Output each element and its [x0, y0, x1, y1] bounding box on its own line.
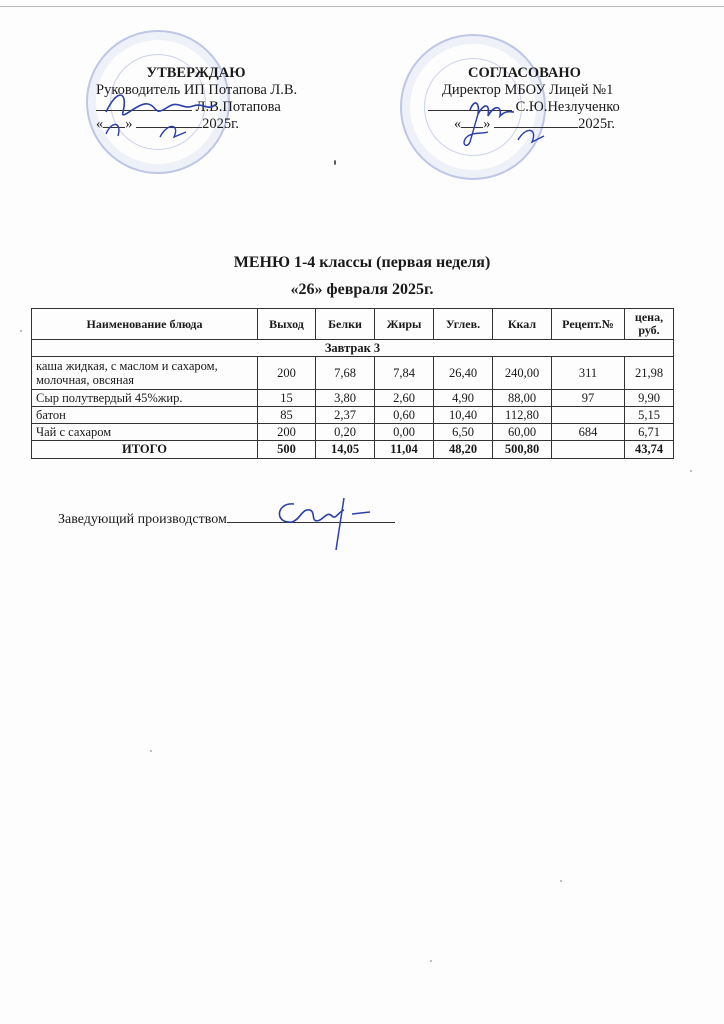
header-kcal: Ккал: [493, 309, 552, 340]
cell-kcal: 112,80: [493, 407, 552, 424]
total-fat: 11,04: [375, 441, 434, 459]
scan-speck: [150, 750, 152, 752]
header-dish-name: Наименование блюда: [32, 309, 258, 340]
signature-right: [440, 92, 560, 152]
dish-name: Сыр полутвердый 45%жир.: [32, 390, 258, 407]
dish-name: Чай с сахаром: [32, 424, 258, 441]
scan-speck: [430, 960, 432, 962]
scan-speck: [690, 470, 692, 472]
cell-fat: 0,60: [375, 407, 434, 424]
header-fat: Жиры: [375, 309, 434, 340]
cell-price: 6,71: [625, 424, 674, 441]
header-carbs: Углев.: [434, 309, 493, 340]
approval-signer: Л.В.Потапова: [195, 99, 281, 115]
cell-protein: 2,37: [316, 407, 375, 424]
cell-price: 21,98: [625, 357, 674, 390]
cell-kcal: 88,00: [493, 390, 552, 407]
production-manager-label: Заведующий производством: [58, 512, 227, 527]
section-row: [32, 340, 674, 357]
signature-left: [98, 82, 228, 142]
cell-carbs: 4,90: [434, 390, 493, 407]
total-carbs: 48,20: [434, 441, 493, 459]
cell-carbs: 26,40: [434, 357, 493, 390]
scan-speck: [560, 880, 562, 882]
header-output: Выход: [258, 309, 316, 340]
dish-name: каша жидкая, с маслом и сахаром, молочная, овсяная: [32, 357, 258, 390]
header-price: цена, руб.: [625, 309, 674, 340]
scan-speck: [334, 160, 336, 165]
cell-recipe: 311: [552, 357, 625, 390]
total-output: 500: [258, 441, 316, 459]
cell-carbs: 6,50: [434, 424, 493, 441]
total-protein: 14,05: [316, 441, 375, 459]
cell-fat: 7,84: [375, 357, 434, 390]
total-label: ИТОГО: [32, 441, 258, 459]
cell-output: 200: [258, 357, 316, 390]
approval-year: 2025г.: [578, 116, 616, 132]
cell-output: 85: [258, 407, 316, 424]
cell-carbs: 10,40: [434, 407, 493, 424]
approval-date-line: « » 2025г.: [454, 116, 616, 132]
cell-kcal: 240,00: [493, 357, 552, 390]
approval-signer: С.Ю.Незлученко: [515, 99, 620, 115]
cell-fat: 2,60: [375, 390, 434, 407]
menu-date: «26» февраля 2025г.: [290, 281, 434, 298]
total-kcal: 500,80: [493, 441, 552, 459]
menu-table: [31, 308, 674, 459]
header-protein: Белки: [316, 309, 375, 340]
cell-price: 9,90: [625, 390, 674, 407]
table-row: [32, 407, 674, 424]
approval-date-line: « » 2025г.: [96, 116, 240, 132]
header-recipe: Рецепт.№: [552, 309, 625, 340]
cell-output: 15: [258, 390, 316, 407]
cell-price: 5,15: [625, 407, 674, 424]
cell-protein: 3,80: [316, 390, 375, 407]
cell-protein: 0,20: [316, 424, 375, 441]
total-price: 43,74: [625, 441, 674, 459]
approval-year: 2025г.: [202, 116, 240, 132]
approval-heading: УТВЕРЖДАЮ: [146, 65, 246, 81]
cell-protein: 7,68: [316, 357, 375, 390]
approval-heading: СОГЛАСОВАНО: [468, 65, 581, 81]
table-row: [32, 390, 674, 407]
signature-production-manager: [266, 494, 386, 554]
dish-name: батон: [32, 407, 258, 424]
cell-recipe: 684: [552, 424, 625, 441]
cell-kcal: 60,00: [493, 424, 552, 441]
approval-position: Директор МБОУ Лицей №1: [442, 82, 614, 98]
cell-recipe: [552, 407, 625, 424]
cell-output: 200: [258, 424, 316, 441]
table-row: [32, 424, 674, 441]
scan-speck: [20, 330, 22, 332]
page-title: МЕНЮ 1-4 классы (первая неделя): [233, 254, 491, 271]
total-recipe: [552, 441, 625, 459]
scan-top-edge: [0, 6, 724, 7]
cell-recipe: 97: [552, 390, 625, 407]
table-header-row: [32, 309, 674, 340]
table-row: [32, 357, 674, 390]
cell-fat: 0,00: [375, 424, 434, 441]
total-row: [32, 441, 674, 459]
section-title: Завтрак 3: [32, 340, 674, 357]
approval-position: Руководитель ИП Потапова Л.В.: [96, 82, 298, 98]
